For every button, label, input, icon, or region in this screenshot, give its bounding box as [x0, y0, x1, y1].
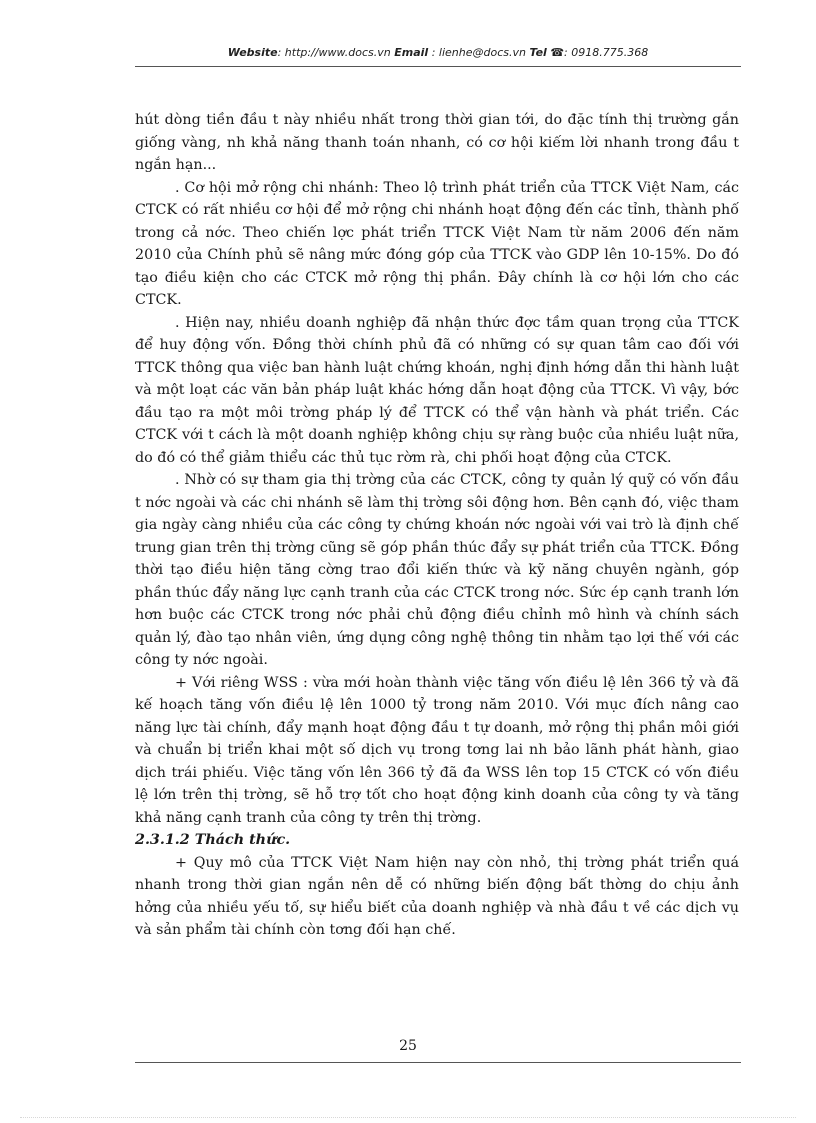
website-label: Website	[227, 46, 278, 59]
tel-label: Tel	[529, 46, 547, 59]
email-value: : lienhe@docs.vn	[428, 46, 530, 59]
email-label: Email	[394, 46, 429, 59]
document-body	[135, 109, 739, 942]
page-bottom-divider	[20, 1117, 796, 1118]
footer-rule	[135, 1062, 741, 1063]
paragraph: hút dòng tiền đầu t này nhiều nhất trong thời gian tới, do đặc tính thị trường gắn giống vàng, nh khả năng thanh toán nhanh, có cơ hội kiếm lời nhanh trong đầu t ngắn hạn...	[135, 112, 739, 173]
telephone-icon: ☎	[550, 46, 565, 59]
page-number: 25	[399, 1038, 417, 1054]
website-value: : http://www.docs.vn	[277, 46, 395, 59]
paragraph: + Với riêng WSS : vừa mới hoàn thành việc tăng vốn điều lệ lên 366 tỷ và đã kế hoạch tăng vốn điều lệ lên 1000 tỷ trong năm 2010. Với mục đích nâng cao năng lực tài chính, đẩy mạnh hoạt động đầu t tự doanh, mở rộng thị phần môi giới và chuẩn bị triển khai một số dịch vụ trong tơng lai nh bảo lãnh phát hành, giao dịch trái phiếu. Việc tăng vốn lên 366 tỷ đã đa WSS lên top 15 CTCK có vốn điều lệ lớn trên thị trờng, sẽ hỗ trợ tốt cho hoạt động kinh doanh của công ty và tăng khả năng cạnh tranh của công ty trên thị trờng.	[135, 674, 739, 826]
page-header	[135, 46, 741, 59]
header-rule	[135, 66, 741, 67]
paragraph: + Quy mô của TTCK Việt Nam hiện nay còn nhỏ, thị trờng phát triển quá nhanh trong thời gian ngắn nên dễ có những biến động bất thờng do chịu ảnh hởng của nhiều yếu tố, sự hiểu biết của doanh nghiệp và nhà đầu t về các dịch vụ và sản phẩm tài chính còn tơng đối hạn chế.	[135, 854, 739, 938]
paragraph: . Cơ hội mở rộng chi nhánh: Theo lộ trình phát triển của TTCK Việt Nam, các CTCK có rất nhiều cơ hội để mở rộng chi nhánh hoạt động đến các tỉnh, thành phố trong cả nớc. Theo chiến lợc phát triển TTCK Việt Nam từ năm 2006 đến năm 2010 của Chính phủ sẽ nâng mức đóng góp của TTCK vào GDP lên 10-15%. Do đó tạo điều kiện cho các CTCK mở rộng thị phần. Đây chính là cơ hội lớn cho các CTCK.	[135, 179, 739, 308]
tel-value: : 0918.775.368	[564, 46, 649, 59]
paragraph: . Nhờ có sự tham gia thị trờng của các CTCK, công ty quản lý quỹ có vốn đầu t nớc ngoài và các chi nhánh sẽ làm thị trờng sôi động hơn. Bên cạnh đó, việc tham gia ngày càng nhiều của các công ty chứng khoán nớc ngoài với vai trò là định chế trung gian trên thị trờng cũng sẽ góp phần thúc đẩy sự phát triển của TTCK. Đồng thời tạo điều hiện tăng cờng trao đổi kiến thức và kỹ năng chuyên ngành, góp phần thúc đẩy năng lực cạnh tranh của các CTCK trong nớc. Sức ép cạnh tranh lớn hơn buộc các CTCK trong nớc phải chủ động điều chỉnh mô hình và chính sách quản lý, đào tạo nhân viên, ứng dụng công nghệ thông tin nhằm tạo lợi thế với các công ty nớc ngoài.	[135, 472, 739, 668]
section-heading: 2.3.1.2 Thách thức.	[135, 832, 291, 848]
paragraph: . Hiện nay, nhiều doanh nghiệp đã nhận thức đợc tầm quan trọng của TTCK để huy động vốn. Đồng thời chính phủ đã có những có sự quan tâm cao đối với TTCK thông qua việc ban hành luật chứng khoán, nghị định hớng dẫn thi hành luật và một loạt các văn bản pháp luật khác hớng dẫn hoạt động của TTCK. Vì vậy, bớc đầu tạo ra một môi trờng pháp lý để TTCK có thể vận hành và phát triển. Các CTCK với t cách là một doanh nghiệp không chịu sự ràng buộc của nhiều luật nữa, do đó có thể giảm thiểu các thủ tục rờm rà, chi phối hoạt động của CTCK.	[135, 314, 739, 466]
